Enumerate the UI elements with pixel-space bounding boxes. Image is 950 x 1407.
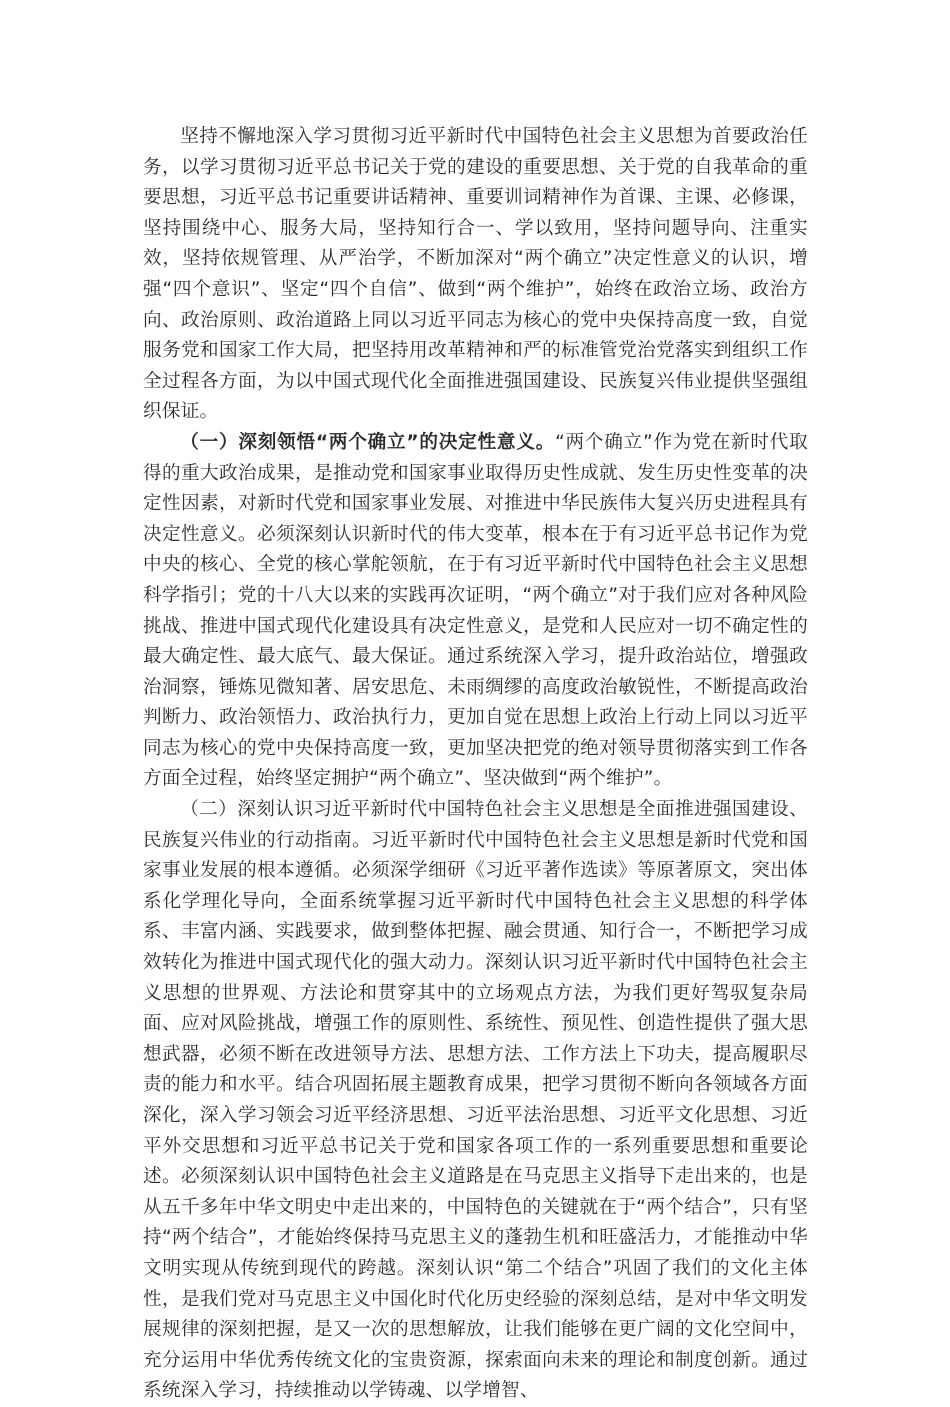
document-page xyxy=(143,122,808,1407)
paragraph-section-2 xyxy=(143,795,808,1407)
section-heading: （一）深刻领悟“两个确立”的决定性意义。 xyxy=(180,431,556,453)
paragraph-intro xyxy=(143,122,808,428)
paragraph-text: “两个确立”作为党在新时代取得的重大政治成果，是推动党和国家事业取得历史性成就、发生历史性变革的决定性因素，对新时代党和国家事业发展、对推进中华民族伟大复兴历史进程具有决定性意义。必须深刻认识新时代的伟大变革，根本在于有习近平总书记作为党中央的核心、全党的核心掌舵领航，在于有习近平新时代中国特色社会主义思想科学指引；党的十八大以来的实践再次证明，“两个确立”对于我们应对各种风险挑战、推进中国式现代化建设具有决定性意义，是党和人民应对一切不确定性的最大确定性、最大底气、最大保证。通过系统深入学习，提升政治站位，增强政治洞察，锤炼见微知著、居安思危、未雨绸缪的高度政治敏锐性，不断提高政治判断力、政治领悟力、政治执行力，更加自觉在思想上政治上行动上同以习近平同志为核心的党中央保持高度一致，更加坚决把党的绝对领导贯彻落实到工作各方面全过程，始终坚定拥护“两个确立”、坚决做到“两个维护”。 xyxy=(143,431,808,790)
paragraph-text: （二）深刻认识习近平新时代中国特色社会主义思想是全面推进强国建设、民族复兴伟业的行动指南。习近平新时代中国特色社会主义思想是新时代党和国家事业发展的根本遵循。必须深学细研《习近平著作选读》等原著原文，突出体系化学理化导向，全面系统掌握习近平新时代中国特色社会主义思想的科学体系、丰富内涵、实践要求，做到整体把握、融会贯通、知行合一，不断把学习成效转化为推进中国式现代化的强大动力。深刻认识习近平新时代中国特色社会主义思想的世界观、方法论和贯穿其中的立场观点方法，为我们更好驾驭复杂局面、应对风险挑战，增强工作的原则性、系统性、预见性、创造性提供了强大思想武器，必须不断在改进领导方法、思想方法、工作方法上下功夫，提高履职尽责的能力和水平。结合巩固拓展主题教育成果，把学习贯彻不断向各领域各方面深化，深入学习领会习近平经济思想、习近平法治思想、习近平文化思想、习近平外交思想和习近平总书记关于党和国家各项工作的一系列重要思想和重要论述。必须深刻认识中国特色社会主义道路是在马克思主义指导下走出来的，也是从五千多年中华文明史中走出来的，中国特色的关键就在于“两个结合”，只有坚持“两个结合”，才能始终保持马克思主义的蓬勃生机和旺盛活力，才能推动中华文明实现从传统到现代的跨越。深刻认识“第二个结合”巩固了我们的文化主体性，是我们党对马克思主义中国化时代化历史经验的深刻总结，是对中华文明发展规律的深刻把握，是又一次的思想解放，让我们能够在更广阔的文化空间中，充分运用中华优秀传统文化的宝贵资源，探索面向未来的理论和制度创新。通过系统深入学习，持续推动以学铸魂、以学增智、 xyxy=(143,799,808,1402)
paragraph-section-1 xyxy=(143,428,808,795)
paragraph-text: 坚持不懈地深入学习贯彻习近平新时代中国特色社会主义思想为首要政治任务，以学习贯彻习近平总书记关于党的建设的重要思想、关于党的自我革命的重要思想，习近平总书记重要讲话精神、重要训词精神作为首课、主课、必修课，坚持围绕中心、服务大局，坚持知行合一、学以致用，坚持问题导向、注重实效，坚持依规管理、从严治学，不断加深对“两个确立”决定性意义的认识，增强“四个意识”、坚定“四个自信”、做到“两个维护”，始终在政治立场、政治方向、政治原则、政治道路上同以习近平同志为核心的党中央保持高度一致，自觉服务党和国家工作大局，把坚持用改革精神和严的标准管党治党落实到组织工作全过程各方面，为以中国式现代化全面推进强国建设、民族复兴伟业提供坚强组织保证。 xyxy=(143,126,808,423)
